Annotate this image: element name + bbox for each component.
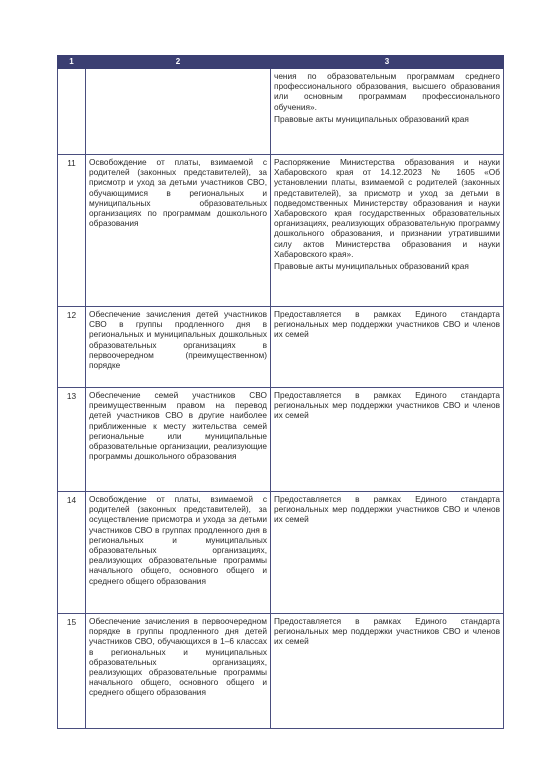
- legal-basis: [271, 69, 504, 155]
- measure-description: Освобождение от платы, взимаемой с родителей (законных представителей), за осуществление присмотра и ухода за детьми участников СВО в группах продленного дня в региональных и муниципальных образовательных организациях, реализующих образовательные программы начального общего, основного общего и среднего общего образования: [86, 492, 271, 614]
- legal-basis-paragraph: Правовые акты муниципальных образований края: [274, 261, 469, 272]
- table-row: [58, 388, 504, 492]
- table-header-row: [58, 56, 504, 69]
- table-row: [58, 492, 504, 614]
- table-row: [58, 307, 504, 388]
- legal-basis-paragraph: Предоставляется в рамках Единого стандарта региональных мер поддержки участников СВО и членов их семей: [274, 616, 500, 647]
- legal-basis: [271, 155, 504, 307]
- legal-basis: [271, 388, 504, 492]
- measure-description: Освобождение от платы, взимаемой с родителей (законных представителей), за присмотр и уход за детьми участников СВО, обучающимися в региональных и муниципальных образовательных организациях по программам дошкольного образования: [86, 155, 271, 307]
- measure-description: Обеспечение семей участников СВО преимущественным правом на перевод детей участников СВО в другие наиболее приближенные к месту жительства семей региональные или муниципальные образовательные организации, реализующие программы дошкольного образования: [86, 388, 271, 492]
- legal-basis-paragraph: чения по образовательным программам среднего профессионального образования, высшего образования или основным программам профессионального обучения».: [274, 71, 500, 112]
- table-row: [58, 69, 504, 155]
- legal-basis: [271, 614, 504, 729]
- legal-basis: [271, 307, 504, 388]
- table-row: [58, 155, 504, 307]
- legal-basis-paragraph: Предоставляется в рамках Единого стандарта региональных мер поддержки участников СВО и членов их семей: [274, 494, 500, 525]
- row-number: 11: [58, 155, 86, 307]
- support-measures-table: [57, 55, 504, 729]
- row-number: 12: [58, 307, 86, 388]
- row-number: 14: [58, 492, 86, 614]
- legal-basis-paragraph: Распоряжение Министерства образования и науки Хабаровского края от 14.12.2023 № 1605 «Об установлении платы, взимаемой с родителей (законных представителей), за присмотр и уход за детьми в подведомственных Министерству образования и науки Хабаровского края государственных образовательных организациях, реализующих образовательную программу дошкольного образования, и признании утратившими силу актов Министерства образования и науки Хабаровского края».: [274, 157, 500, 259]
- row-number: [58, 69, 86, 155]
- row-number: 13: [58, 388, 86, 492]
- column-header: 1: [58, 56, 86, 69]
- legal-basis-paragraph: Предоставляется в рамках Единого стандарта региональных мер поддержки участников СВО и членов их семей: [274, 309, 500, 340]
- measure-description: Обеспечение зачисления детей участников СВО в группы продленного дня в региональных и муниципальных дошкольных образовательных организациях в первоочередном (преимущественном) порядке: [86, 307, 271, 388]
- table-row: [58, 614, 504, 729]
- legal-basis-paragraph: Правовые акты муниципальных образований края: [274, 113, 469, 124]
- legal-basis: [271, 492, 504, 614]
- column-header: 2: [86, 56, 271, 69]
- row-number: 15: [58, 614, 86, 729]
- column-header: 3: [271, 56, 504, 69]
- measure-description: Обеспечение зачисления в первоочередном порядке в группы продленного дня детей участников СВО, обучающихся в 1–6 классах в региональных и муниципальных образовательных организациях, реализующих образовательные программы начального общего, основного общего и среднего общего образования: [86, 614, 271, 729]
- measure-description: [86, 69, 271, 155]
- legal-basis-paragraph: Предоставляется в рамках Единого стандарта региональных мер поддержки участников СВО и членов их семей: [274, 390, 500, 421]
